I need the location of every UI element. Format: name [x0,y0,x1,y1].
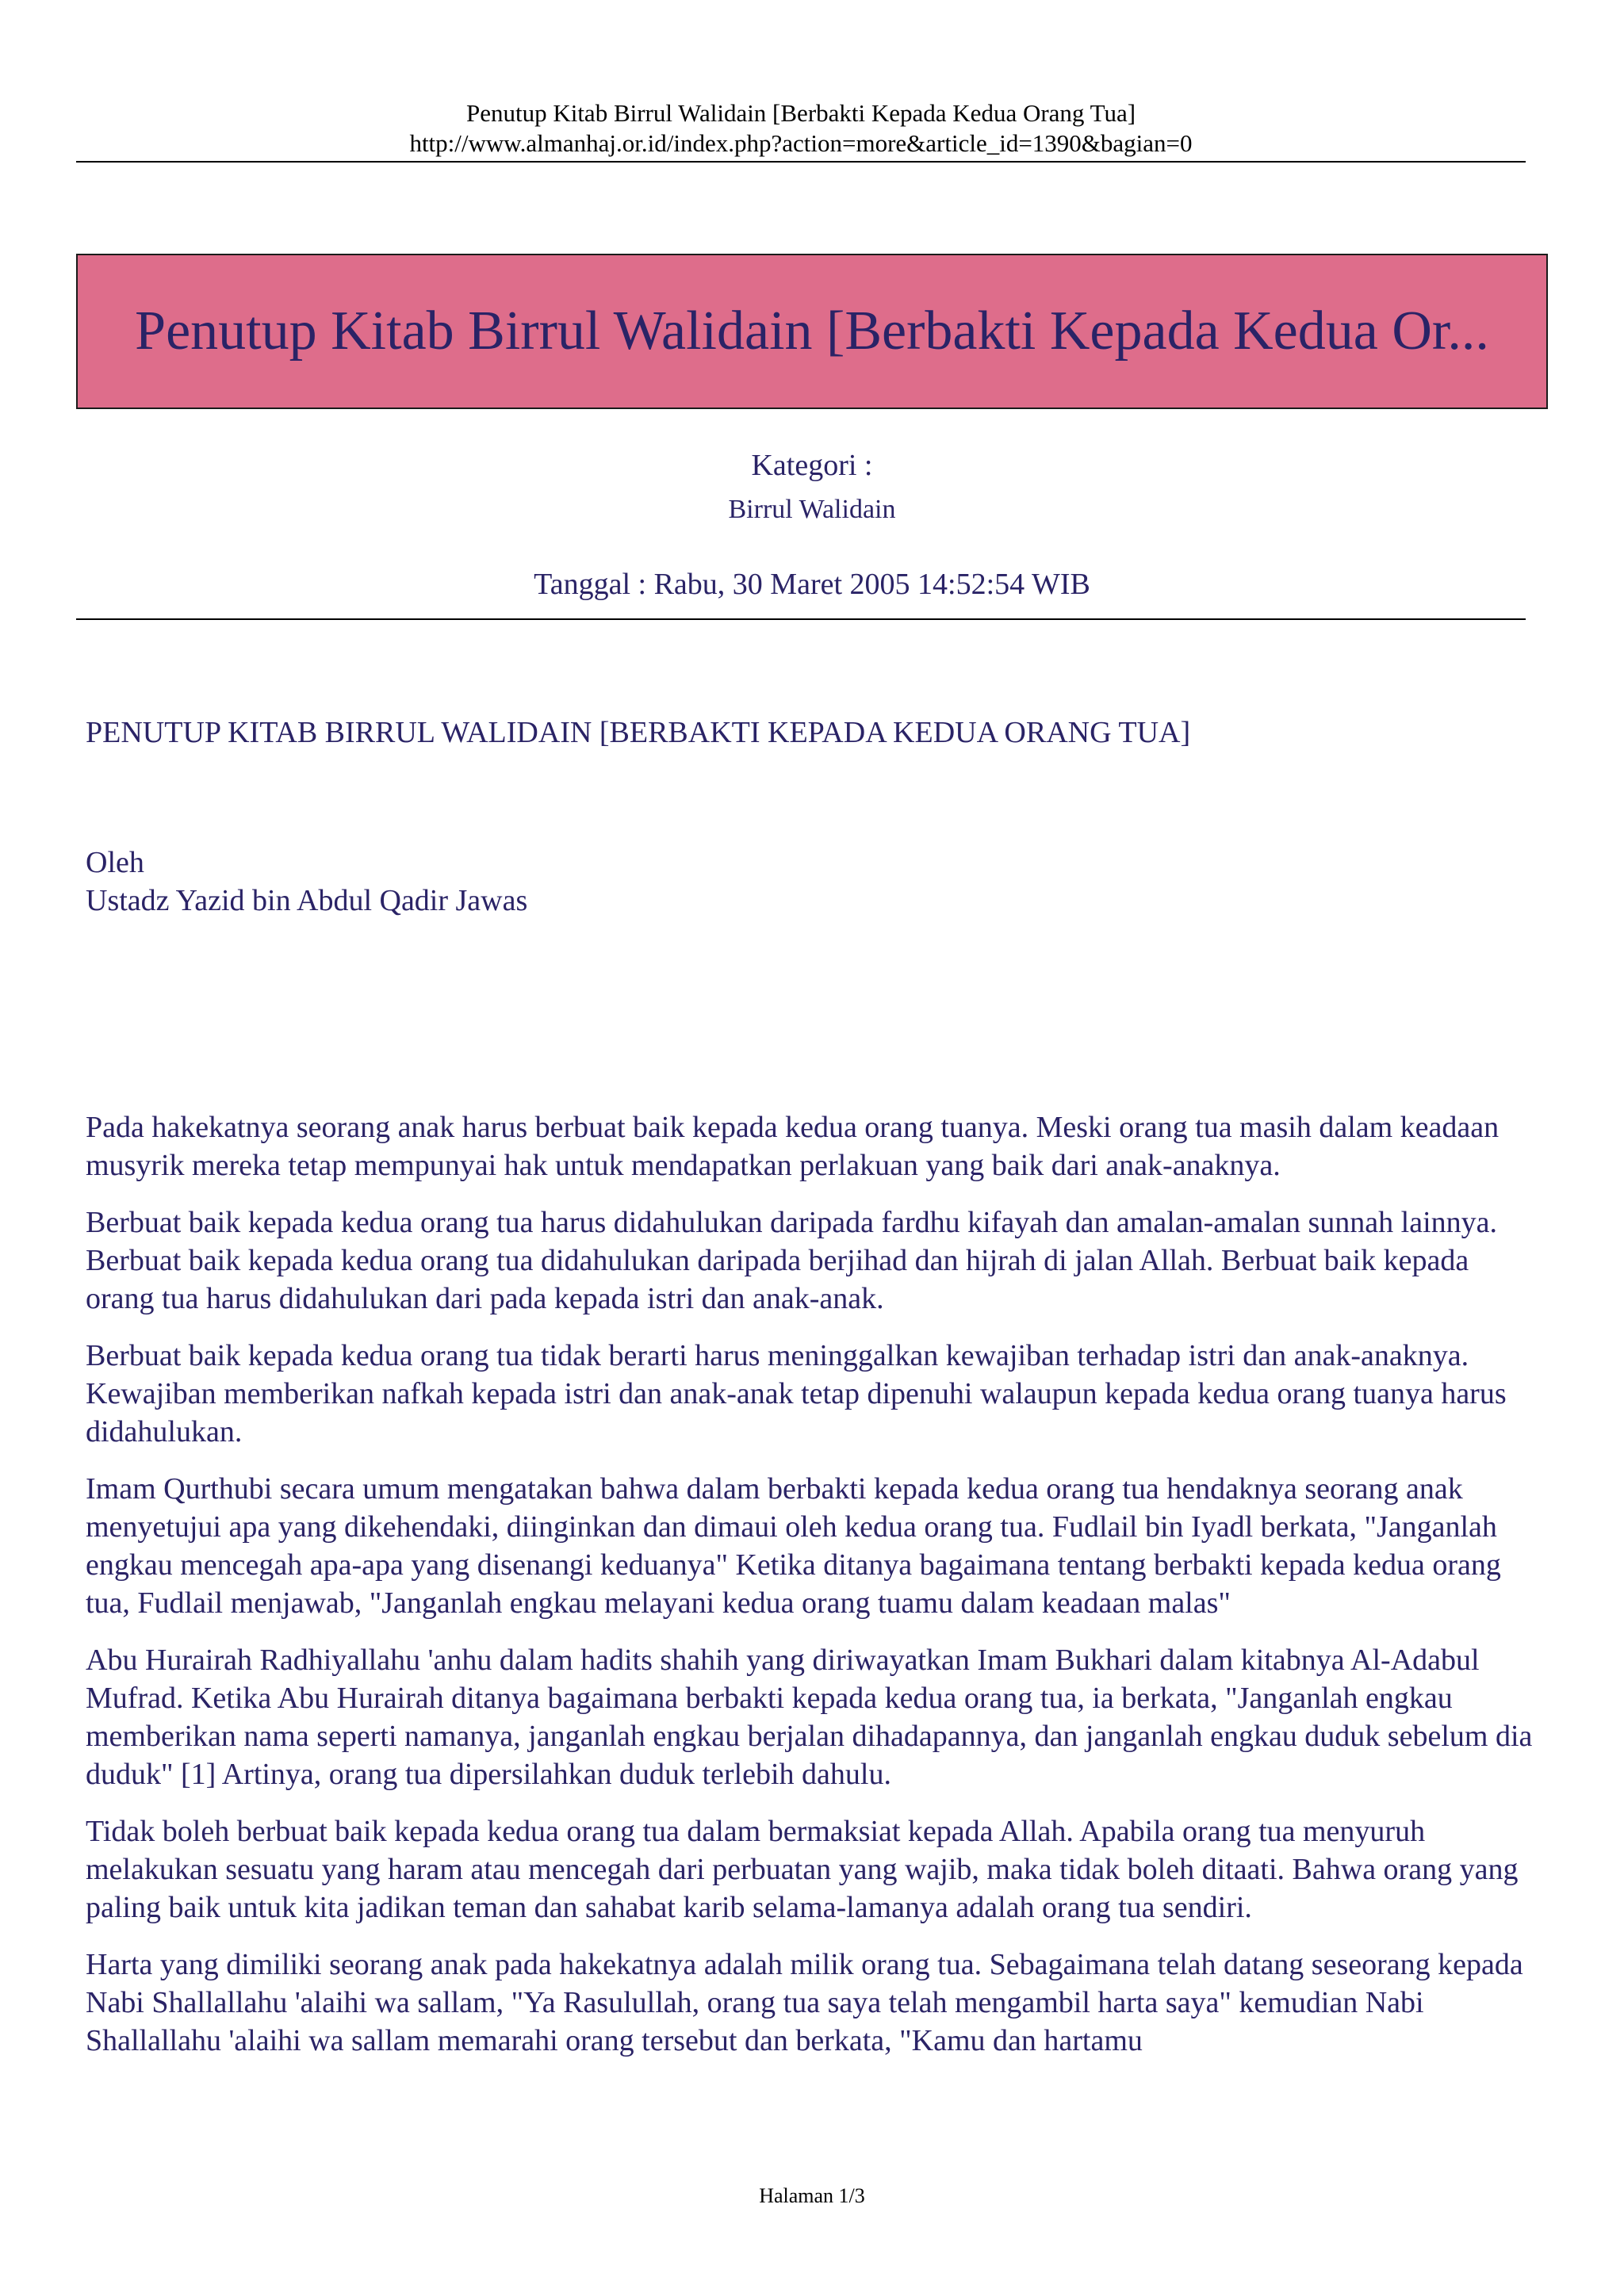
page-title: Penutup Kitab Birrul Walidain [Berbakti Kepada Kedua Or... [135,300,1489,362]
page-header [76,98,1526,159]
category-label: Kategori : [751,449,873,482]
article-body [86,714,1545,2079]
header-divider [76,161,1526,163]
page-header-title: Penutup Kitab Birrul Walidain [Berbakti Kepada Kedua Orang Tua] [465,99,1136,127]
paragraph: Berbuat baik kepada kedua orang tua harus didahulukan daripada fardhu kifayah dan amalan-amalan sunnah lainnya. Berbuat baik kepada kedua orang tua didahulukan daripada berjihad dan hijrah di jalan Allah. Berbuat baik kepada orang tua harus didahulukan dari pada kepada istri dan anak-anak. [86,1206,1498,1315]
paragraph: Berbuat baik kepada kedua orang tua tidak berarti harus meninggalkan kewajiban terhadap istri dan anak-anaknya. Kewajiban memberikan nafkah kepada istri dan anak-anak tetap dipenuhi walaupun kepada kedua orang tuanya harus didahulukan. [86,1339,1507,1448]
author-name: Ustadz Yazid bin Abdul Qadir Jawas [86,884,528,917]
paragraph: Pada hakekatnya seorang anak harus berbuat baik kepada kedua orang tuanya. Meski orang tua masih dalam keadaan musyrik mereka tetap mempunyai hak untuk mendapatkan perlakuan yang baik dari anak-anaknya. [86,1111,1500,1182]
title-banner [76,254,1548,409]
paragraph: Imam Qurthubi secara umum mengatakan bahwa dalam berbakti kepada kedua orang tua hendaknya seorang anak menyetujui apa yang dikehendaki, diinginkan dan dimaui oleh kedua orang tua. Fudlail bin Iyadl berkata, "Janganlah engkau mencegah apa-apa yang disenangi keduanya" Ketika ditanya bagaimana tentang berbakti kepada kedua orang tua, Fudlail menjawab, "Janganlah engkau melayani kedua orang tuamu dalam keadaan malas" [86,1472,1501,1620]
page-number: Halaman 1/3 [759,2184,865,2207]
paragraph-list [86,1108,1545,2060]
date-line: Tanggal : Rabu, 30 Maret 2005 14:52:54 WIB [534,568,1090,601]
author-block [86,844,1545,920]
article-heading: PENUTUP KITAB BIRRUL WALIDAIN [BERBAKTI KEPADA KEDUA ORANG TUA] [86,716,1191,749]
paragraph: Harta yang dimiliki seorang anak pada hakekatnya adalah milik orang tua. Sebagaimana telah datang seseorang kepada Nabi Shallallahu 'alaihi wa sallam, "Ya Rasulullah, orang tua saya telah mengambil harta saya" kemudian Nabi Shallallahu 'alaihi wa sallam memarahi orang tersebut dan berkata, "Kamu dan hartamu [86,1948,1523,2057]
author-prefix: Oleh [86,846,144,879]
page-header-url: http://www.almanhaj.or.id/index.php?action=more&article_id=1390&bagian=0 [409,129,1193,157]
paragraph: Abu Hurairah Radhiyallahu 'anhu dalam hadits shahih yang diriwayatkan Imam Bukhari dalam kitabnya Al-Adabul Mufrad. Ketika Abu Hurairah ditanya bagaimana berbakti kepada kedua orang tua, ia berkata, "Janganlah engkau memberikan nama seperti namanya, janganlah engkau berjalan dihadapannya, dan janganlah engkau duduk sebelum dia duduk" [1] Artinya, orang tua dipersilahkan duduk terlebih dahulu. [86,1644,1533,1791]
paragraph: Tidak boleh berbuat baik kepada kedua orang tua dalam bermaksiat kepada Allah. Apabila orang tua menyuruh melakukan sesuatu yang haram atau mencegah dari perbuatan yang wajib, maka tidak boleh ditaati. Bahwa orang yang paling baik untuk kita jadikan teman dan sahabat karib selama-lamanya adalah orang tua sendiri. [86,1815,1519,1924]
meta-divider [76,618,1526,620]
category-value: Birrul Walidain [728,495,896,524]
